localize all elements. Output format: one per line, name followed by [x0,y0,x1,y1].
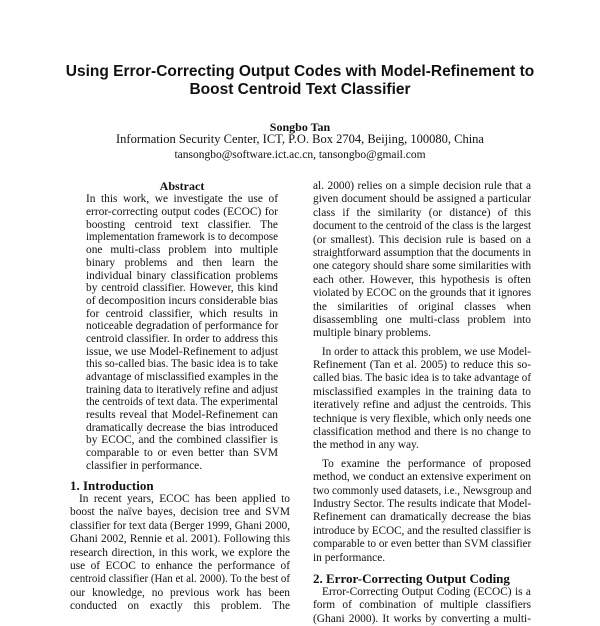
text-line: issue, we use Model-Refinement to adjust [86,345,278,358]
title-line: Using Error-Correcting Output Codes with Model-Refinement to [65,63,535,80]
text-line: straightforward assumption that the documents in [313,246,531,259]
text-line: given document should be assigned a particular [313,193,531,206]
text-line: by centroid classifier. However, this kind [86,282,278,295]
text-line: form of combination of multiple classifiers [313,599,531,612]
text-line: called bias. The basic idea is to take advantage of [313,372,531,385]
text-line: disassembling one multi-class problem into [313,313,531,326]
text-line: misclassified examples in the training data to [313,385,531,398]
text-line: comparable to or even better than SVM classifier [313,538,532,551]
text-line: classifier in performance. [86,459,203,472]
text-line: by ECOC, and the combined classifier is [86,434,278,447]
text-line: technique is very flexible, which only needs one [313,412,532,425]
text-line: Ghani 2002, Rennie et al. 2001). Following this [70,533,290,546]
text-line: individual binary classification problems [86,269,278,282]
title-line: Boost Centroid Text Classifier [189,81,411,98]
text-line: results reveal that Model-Refinement can [86,409,278,422]
text-line: In recent years, ECOC has been applied to [79,493,290,505]
text-line: conducted on exactly this problem. The [70,600,290,613]
text-line: document to the centroid of the class is the largest [313,220,531,233]
text-line: In order to attack this problem, we use Model- [321,345,531,358]
text-line: training data to iteratively refine and adjust [86,383,278,396]
affiliation: Information Security Center, ICT, P.O. Box 2704, Beijing, 100080, China [116,132,484,146]
email: tansongbo@software.ict.ac.cn, tansongbo@gmail.com [174,149,426,161]
text-line: introduce by ECOC, and the resulted classifier is [313,524,531,537]
text-line: Refinement can dramatically decrease the bias [313,511,531,524]
text-line: (or smallest). This decision rule is based on a [313,233,531,246]
text-line: implementation framework is to decompose [86,231,278,244]
text-line: To examine the performance of proposed [322,457,531,470]
text-line: In this work, we investigate the use of [86,193,278,206]
text-line: for centroid classifier, which results in [86,307,278,320]
text-line: the similarities of original classes when [313,300,531,313]
text-line: (Ghani 2000). It works by converting a multi- [313,612,531,625]
text-line: two commonly used datasets, i.e., Newsgroup and [313,484,532,497]
text-line: iteratively refine and adjust the centroids. This [313,399,531,412]
text-line: boost the naïve bayes, decision tree and SVM [70,506,290,519]
right-column [313,180,531,626]
text-line: dramatically decrease the bias introduced [86,421,278,434]
text-line: Error-Correcting Output Coding (ECOC) is a [322,585,531,598]
text-line: this so-called bias. The basic idea is to take [86,358,278,371]
text-line: classification method and there is no change to [313,426,531,439]
author-name: Songbo Tan [269,120,331,134]
text-line: each other. However, this hypothesis is often [313,273,531,286]
text-line: use of ECOC to enhance the performance of [70,559,290,572]
text-line: Industry Sector. The results indicate that Model- [313,497,532,510]
text-line: error-correcting output codes (ECOC) for [86,206,278,219]
text-line: in performance. [313,551,386,564]
text-line: one multi-class problem into multiple [86,244,278,257]
section-heading: 2. Error-Correcting Output Coding [313,570,510,586]
text-line: our knowledge, no previous work has been [70,586,290,599]
text-line: comparable to or even better than SVM [86,447,278,460]
abstract [86,180,278,473]
text-line: of decomposition incurs considerable bias [86,294,278,307]
text-line: one category should share some similarities with [313,260,532,273]
text-line: al. 2000) relies on a simple decision rule that a [313,180,531,192]
text-line: classifier for text data (Berger 1999, Ghani 2000, [70,519,291,532]
text-line: multiple binary problems. [313,327,431,340]
text-line: binary problems and then learn the [86,256,278,269]
section-introduction [70,479,290,614]
section-heading: 1. Introduction [70,478,154,493]
paper-title [0,63,600,99]
text-line: centroid classifier. In order to address this [86,332,278,345]
text-line: noticeable degradation of performance for [86,320,279,333]
text-line: class if the similarity (or distance) of this [313,206,531,219]
text-line: method, we conduct an extensive experiment on [313,471,531,484]
text-line: advantage of misclassified examples in the [86,371,279,384]
text-line: the method in any way. [313,439,419,452]
text-line: Refinement (Tan et al. 2005) to reduce this so- [313,359,531,372]
text-line: centroid classifier (Han et al. 2000). To the best of [70,573,290,586]
text-line: research direction, in this work, we explore the [70,546,290,559]
text-line: the centroids of text data. The experimental [86,396,279,409]
text-line: boosting centroid text classifier. The [86,218,278,231]
text-line: violated by ECOC on the grounds that it ignores [313,287,532,300]
abstract-heading: Abstract [159,179,205,193]
